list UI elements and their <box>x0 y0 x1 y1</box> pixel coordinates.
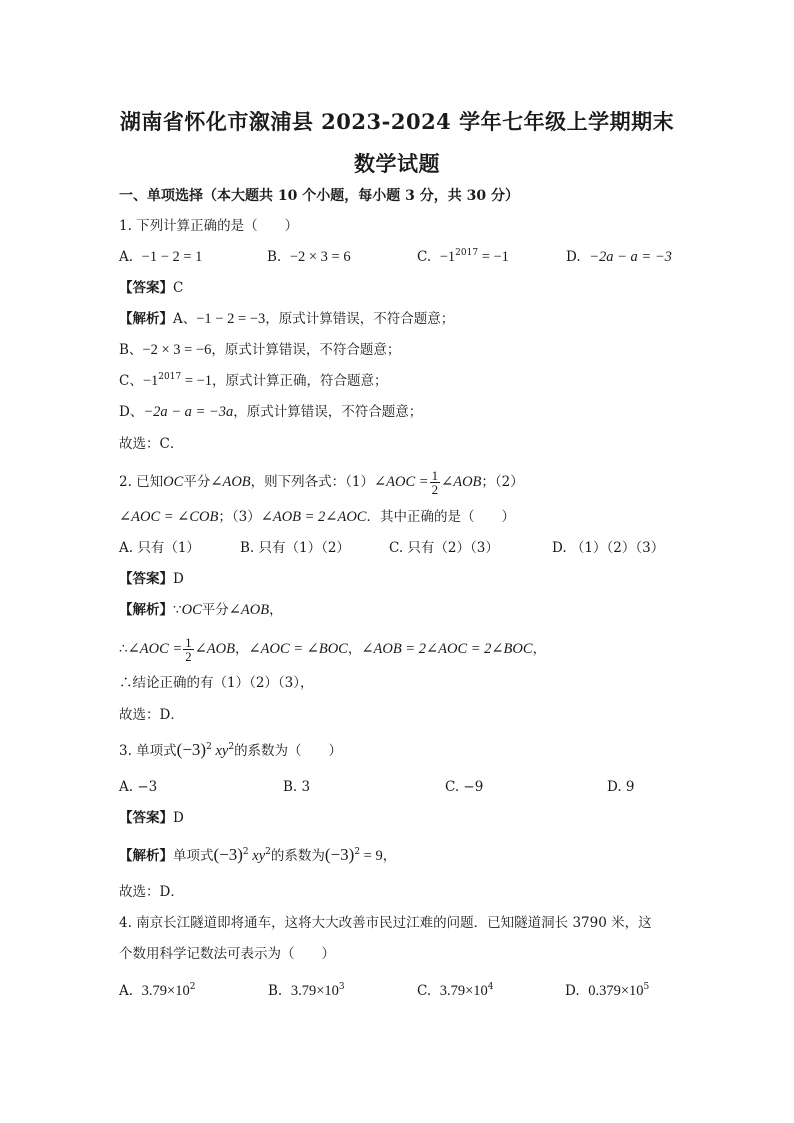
q1-analysis-d: D、−2a − a = −3a，原式计算错误，不符合题意； <box>119 404 423 420</box>
q3-analysis: 【解析】单项式$(-3)^2$ $xy^2$的系数为$(-3)^2 = 9$， <box>119 845 397 864</box>
q2-analysis-3: ∴结论正确的有（1）（2）（3）， <box>119 675 314 691</box>
q3-option-d: D. 9 <box>607 779 635 795</box>
q3-option-a: A. −3 <box>119 779 158 795</box>
q2-answer: 【答案】D <box>119 571 184 587</box>
q1-analysis-a: 【解析】A、−1 − 2 = −3，原式计算错误，不符合题意； <box>119 311 455 327</box>
q2-analysis-1: 【解析】∵OC平分∠AOB， <box>119 602 283 618</box>
q4-stem-line1: 4. 南京长江隧道即将通车，这将大大改善市民过江难的问题．已知隧道洞长 3790 米，这 <box>119 915 652 931</box>
q4-option-d: D. $0.379\times 10^5$ <box>565 982 650 999</box>
q3-option-c: C. −9 <box>445 779 484 795</box>
q2-analysis-2: ∴∠AOC = $\frac{1}{2}$ ∠AOB，∠AOC = ∠BOC，∠AOB = 2∠AOC = 2∠BOC， <box>119 635 547 664</box>
q4-option-a: A. $3.79\times 10^2$ <box>119 982 196 999</box>
q3-option-b: B. 3 <box>283 779 311 795</box>
q2-option-d: D. （1）（2）（3） <box>552 540 665 556</box>
q1-option-d: D. −2a − a = −3 <box>566 249 672 265</box>
q2-option-c: C. 只有（2）（3） <box>389 540 499 556</box>
q2-stem-line2: ∠AOC = ∠COB；（3）∠AOB = 2∠AOC．其中正确的是（ ） <box>119 509 515 525</box>
q3-conclusion: 故选：D． <box>119 884 184 900</box>
q1-option-c: C. $-1^{2017} = -1$ <box>417 248 509 265</box>
q1-answer: 【答案】C <box>119 280 184 296</box>
q2-stem-line1: 2. 已知OC平分∠AOB，则下列各式：（1）∠AOC = $\frac{1}{2}$ ∠AOB；（2） <box>119 468 524 497</box>
q4-stem-line2: 个数用科学记数法可表示为（ ） <box>119 946 335 962</box>
q1-analysis-c: C、$-1^{2017} = -1$，原式计算正确，符合题意； <box>119 372 388 389</box>
fraction-one-half: $\frac{1}{2}$ <box>431 468 439 497</box>
q4-option-b: B. $3.79\times 10^3$ <box>268 982 345 999</box>
exam-subtitle: 数学试题 <box>354 151 440 176</box>
q1-conclusion: 故选：C． <box>119 436 184 452</box>
exam-title: 湖南省怀化市溆浦县 2023-2024 学年七年级上学期期末 <box>119 109 675 134</box>
q2-conclusion: 故选：D． <box>119 707 184 723</box>
q3-stem: 3. 单项式$(-3)^2$ $xy^2$的系数为（ ） <box>119 740 343 759</box>
q1-option-b: B. −2 × 3 = 6 <box>267 249 351 265</box>
q1-option-a: A. −1 − 2 = 1 <box>119 249 203 265</box>
fraction-one-half-analysis: $\frac{1}{2}$ <box>185 635 192 664</box>
section-heading: 一、单项选择（本大题共 10 个小题，每小题 3 分，共 30 分） <box>119 188 519 204</box>
q4-option-c: C. $3.79\times 10^4$ <box>417 982 494 999</box>
q2-option-a: A. 只有（1） <box>119 540 200 556</box>
q2-option-b: B. 只有（1）（2） <box>240 540 350 556</box>
q1-stem: 1. 下列计算正确的是（ ） <box>119 218 299 234</box>
q1-analysis-b: B、−2 × 3 = −6，原式计算错误，不符合题意； <box>119 342 401 358</box>
q3-answer: 【答案】D <box>119 810 184 826</box>
